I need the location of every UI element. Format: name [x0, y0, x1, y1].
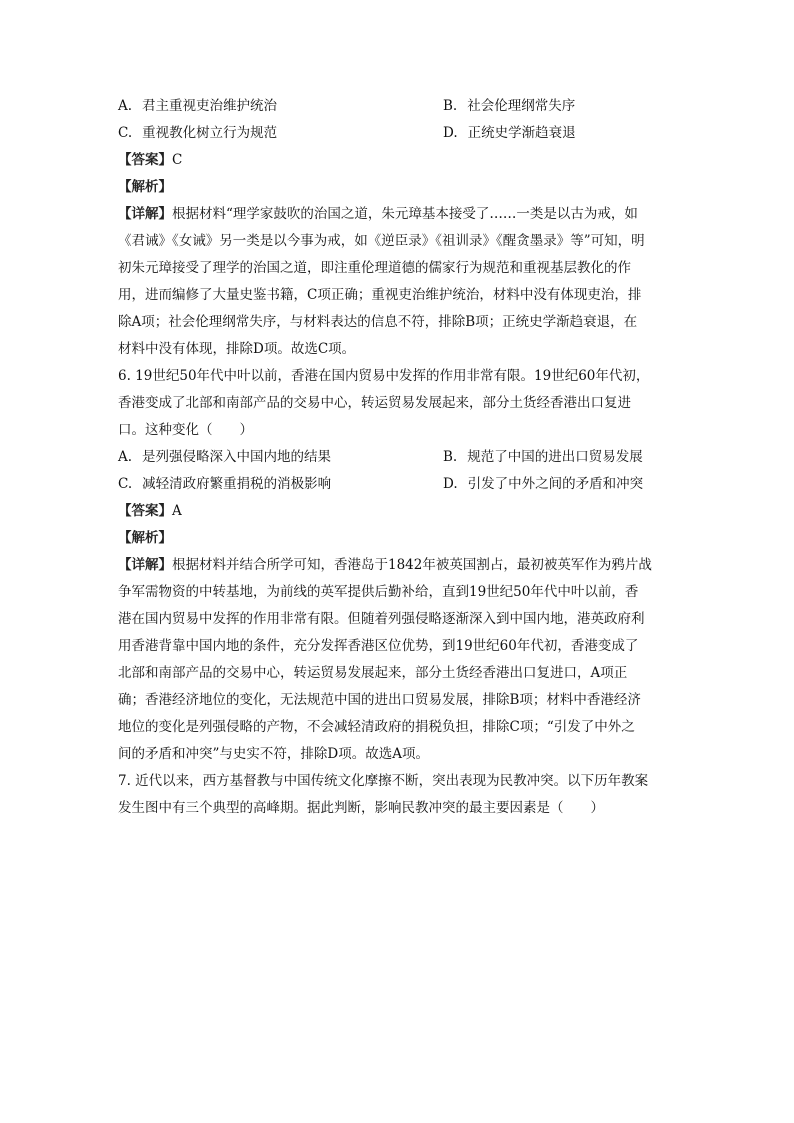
- detail-text: 根据材料并结合所学可知，香港岛于1842年被英国割占，最初被英军作为鸦片战: [172, 557, 652, 573]
- detail-text: 根据材料“理学家鼓吹的治国之道，朱元璋基本接受了……一类是以古为戒，如: [172, 206, 638, 222]
- option-letter: A.: [118, 449, 133, 465]
- q6-stem-line-2: 香港变成了北部和南部产品的交易中心，转运贸易发展起来，部分土货经香港出口复进: [118, 395, 631, 411]
- option-text: 是列强侵略深入中国内地的结果: [142, 449, 332, 465]
- q6-detail-line-3: 港在国内贸易中发挥的作用非常有限。但随着列强侵略逐渐深入到中国内地，港英政府利: [118, 611, 645, 627]
- q5-option-c: [118, 120, 443, 147]
- detail-label: 【详解】: [118, 557, 172, 573]
- q7-stem-line-2: 发生图中有三个典型的高峰期。据此判断，影响民教冲突的最主要因素是（ ）: [118, 800, 604, 816]
- detail-label: 【详解】: [118, 206, 172, 222]
- q6-option-b: [443, 444, 678, 471]
- option-text: 社会伦理纲常失序: [467, 98, 576, 114]
- q6-option-c: [118, 471, 443, 498]
- answer-value: A: [172, 503, 182, 519]
- option-letter: A.: [118, 98, 133, 114]
- analysis-label: 【解析】: [118, 530, 172, 546]
- q5-detail-line-6: 材料中没有体现，排除D项。故选C项。: [118, 341, 356, 357]
- q6-option-a: [118, 444, 443, 471]
- q6-analysis-heading: [118, 525, 678, 552]
- answer-label: 【答案】: [118, 503, 172, 519]
- q5-detail-line-5: 除A项；社会伦理纲常失序，与材料表达的信息不符，排除B项；正统史学渐趋衰退，在: [118, 314, 638, 330]
- q6-option-d: [443, 471, 678, 498]
- q6-answer: [118, 498, 678, 525]
- q5-options-row-2: [118, 120, 678, 147]
- option-letter: B.: [443, 449, 458, 465]
- q6-detail-line-1: [118, 552, 678, 579]
- q6-detail-line-5: 北部和南部产品的交易中心，转运贸易发展起来，部分土货经香港出口复进口，A项正: [118, 665, 628, 681]
- option-text: 重视教化树立行为规范: [142, 125, 278, 141]
- q6-stem-line-3: 口。这种变化（ ）: [118, 422, 253, 438]
- q6-stem-line-1: 6. 19世纪50年代中叶以前，香港在国内贸易中发挥的作用非常有限。19世纪60年代初，: [118, 368, 650, 384]
- page-content: [118, 93, 678, 822]
- option-text: 君主重视吏治维护统治: [142, 98, 278, 114]
- q6-options-row-2: [118, 471, 678, 498]
- option-text: 规范了中国的进出口贸易发展: [467, 449, 643, 465]
- option-letter: C.: [118, 476, 133, 492]
- option-text: 正统史学渐趋衰退: [467, 125, 576, 141]
- option-letter: C.: [118, 125, 133, 141]
- q5-detail-line-3: 初朱元璋接受了理学的治国之道，即注重伦理道德的儒家行为规范和重视基层教化的作: [118, 260, 631, 276]
- q5-options-row-1: [118, 93, 678, 120]
- q5-option-a: [118, 93, 443, 120]
- q6-options-row-1: [118, 444, 678, 471]
- q5-detail-line-1: [118, 201, 678, 228]
- answer-value: C: [172, 152, 183, 168]
- analysis-label: 【解析】: [118, 179, 172, 195]
- q5-detail-line-4: 用，进而编修了大量史鉴书籍，C项正确；重视吏治维护统治，材料中没有体现吏治，排: [118, 287, 642, 303]
- option-letter: D.: [443, 476, 458, 492]
- q7-stem-line-1: 7. 近代以来，西方基督教与中国传统文化摩擦不断，突出表现为民教冲突。以下历年教案: [118, 773, 649, 789]
- option-text: 引发了中外之间的矛盾和冲突: [467, 476, 644, 492]
- q6-detail-line-4: 用香港背靠中国内地的条件，充分发挥香港区位优势，到19世纪60年代初，香港变成了: [118, 638, 639, 654]
- q6-detail-line-2: 争军需物资的中转基地，为前线的英军提供后勤补给，直到19世纪50年代中叶以前，香: [118, 584, 639, 600]
- q6-detail-line-6: 确；香港经济地位的变化，无法规范中国的进出口贸易发展，排除B项；材料中香港经济: [118, 692, 641, 708]
- option-letter: B.: [443, 98, 458, 114]
- q5-answer: [118, 147, 678, 174]
- q5-option-b: [443, 93, 678, 120]
- option-text: 减轻清政府繁重捐税的消极影响: [142, 476, 332, 492]
- q6-detail-line-7: 地位的变化是列强侵略的产物，不会减轻清政府的捐税负担，排除C项；“引发了中外之: [118, 719, 635, 735]
- q5-detail-line-2: 《君诫》《女诫》另一类是以今事为戒，如《逆臣录》《祖训录》《醒贪墨录》等”可知，明: [118, 233, 645, 249]
- q6-detail-line-8: 间的矛盾和冲突”与史实不符，排除D项。故选A项。: [118, 746, 429, 762]
- option-letter: D.: [443, 125, 458, 141]
- answer-label: 【答案】: [118, 152, 172, 168]
- q5-analysis-heading: [118, 174, 678, 201]
- q5-option-d: [443, 120, 678, 147]
